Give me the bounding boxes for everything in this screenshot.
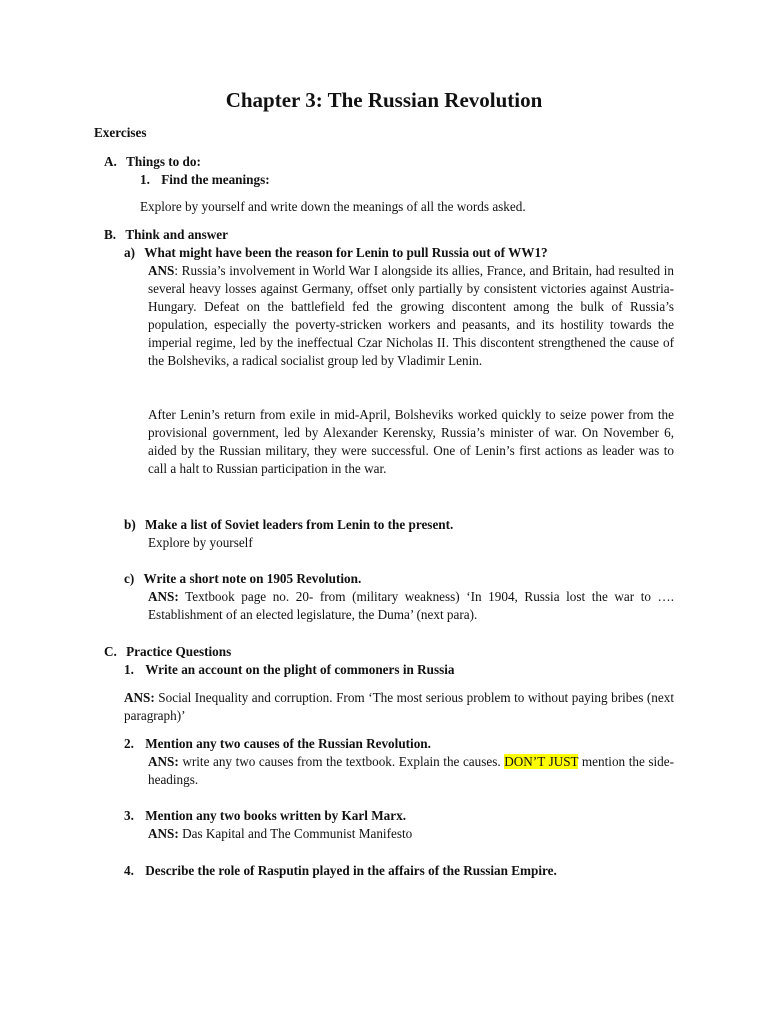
section-b-label: B. — [104, 227, 117, 242]
practice-q3-num: 3. — [124, 808, 134, 823]
practice-a3-label: ANS: — [148, 826, 179, 841]
section-a-q1-body: Explore by yourself and write down the meanings of all the words asked. — [140, 199, 526, 214]
practice-q1-num: 1. — [124, 662, 134, 677]
section-c-heading — [104, 643, 231, 661]
section-c-label: C. — [104, 644, 117, 659]
practice-a1-label: ANS: — [124, 690, 155, 705]
practice-q4-text: Describe the role of Rasputin played in the affairs of the Russian Empire. — [145, 863, 557, 878]
practice-a2-text-pre: write any two causes from the textbook. Explain the causes. — [178, 754, 505, 769]
section-b-title: Think and answer — [125, 227, 228, 242]
question-a-label: a) — [124, 245, 135, 260]
section-a-q1 — [140, 171, 270, 189]
practice-q1-text: Write an account on the plight of commoners in Russia — [145, 662, 455, 677]
page-title: Chapter 3: The Russian Revolution — [225, 88, 543, 112]
practice-a1-text: Social Inequality and corruption. From ‘The most serious problem to without paying bribes (next paragraph)’ — [124, 690, 674, 723]
answer-c-label: ANS: — [148, 589, 179, 604]
practice-a3 — [148, 825, 412, 843]
practice-q1 — [124, 661, 455, 679]
practice-a2-text-post: mention the side-headings. — [148, 754, 674, 787]
practice-a2 — [148, 753, 674, 789]
question-c-text: Write a short note on 1905 Revolution. — [143, 571, 362, 586]
question-b — [124, 516, 453, 534]
question-b-body: Explore by yourself — [148, 535, 253, 550]
practice-q3 — [124, 807, 406, 825]
answer-c-text: Textbook page no. 20- from (military weakness) ‘In 1904, Russia lost the war to …. Establishment of an elected legislature, the Duma’ (next para). — [148, 589, 674, 622]
answer-a-paragraph-1 — [148, 262, 674, 370]
practice-a1 — [124, 689, 674, 725]
section-b-heading — [104, 226, 228, 244]
practice-a3-text: Das Kapital and The Communist Manifesto — [178, 826, 413, 841]
answer-a-label: ANS — [148, 263, 175, 278]
question-c — [124, 570, 361, 588]
question-a-text: What might have been the reason for Lenin to pull Russia out of WW1? — [144, 245, 548, 260]
answer-c — [148, 588, 674, 624]
exercises-heading: Exercises — [94, 125, 147, 140]
answer-a-text-1: : Russia’s involvement in World War I alongside its allies, France, and Britain, had resulted in several heavy losses against Germany, offset only partially by consistent victories against Austria-Hungary. Defeat on the battlefield fed the growing discontent among the bulk of Russia’s population, especially the poverty-stricken workers and peasants, and its hostility towards the imperial regime, led by the ineffectual Czar Nicholas II. This discontent strengthened the cause of the Bolsheviks, a radical socialist group led by Vladimir Lenin. — [148, 263, 674, 368]
practice-q2 — [124, 735, 431, 753]
question-a — [124, 244, 548, 262]
section-a-q1-num: 1. — [140, 172, 150, 187]
question-b-label: b) — [124, 517, 136, 532]
section-a-title: Things to do: — [126, 154, 201, 169]
question-b-text: Make a list of Soviet leaders from Lenin to the present. — [145, 517, 454, 532]
practice-q3-text: Mention any two books written by Karl Marx. — [145, 808, 406, 823]
question-c-label: c) — [124, 571, 135, 586]
practice-a2-highlight: DON’T JUST — [504, 754, 579, 769]
section-c-title: Practice Questions — [126, 644, 232, 659]
section-a-label: A. — [104, 154, 117, 169]
answer-a-paragraph-2: After Lenin’s return from exile in mid-April, Bolsheviks worked quickly to seize power from the provisional government, led by Alexander Kerensky, Russia’s minister of war. On November 6, aided by the Russian military, they were successful. One of Lenin’s first actions as leader was to call a halt to Russian participation in the war. — [148, 407, 674, 476]
practice-q4 — [124, 862, 557, 880]
practice-q2-text: Mention any two causes of the Russian Revolution. — [145, 736, 431, 751]
practice-q2-num: 2. — [124, 736, 134, 751]
practice-q4-num: 4. — [124, 863, 134, 878]
practice-a2-label: ANS: — [148, 754, 179, 769]
section-a-heading — [104, 153, 201, 171]
section-a-q1-text: Find the meanings: — [161, 172, 270, 187]
